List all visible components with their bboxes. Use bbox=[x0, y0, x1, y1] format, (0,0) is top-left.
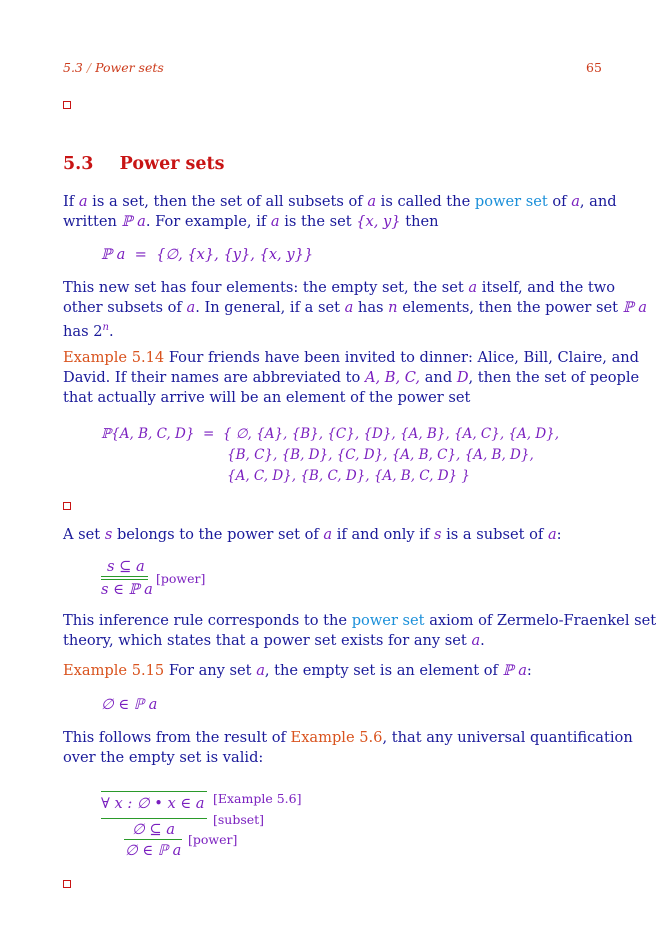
power-set-display-row-3: {A, C, D}, {B, C, D}, {A, B, C, D} } bbox=[227, 468, 471, 484]
proof-rule-power: [power] bbox=[188, 832, 238, 847]
header-title: Power sets bbox=[95, 60, 164, 75]
paragraph-2-line-1: This new set has four elements: the empty set, the set a itself, and the two bbox=[63, 279, 616, 296]
example-5-6-link[interactable]: Example 5.6 bbox=[290, 729, 383, 746]
paragraph-2-line-2: other subsets of a. In general, if a set a has n elements, then the power set ℙ a bbox=[63, 299, 647, 316]
power-set-axiom-link[interactable]: power set bbox=[351, 612, 425, 629]
power-set-link[interactable]: power set bbox=[474, 193, 548, 210]
proof-top-line bbox=[101, 791, 207, 792]
proof-rule-subset: [subset] bbox=[213, 812, 265, 827]
power-set-display-row-1: ℙ{A, B, C, D} = { ∅, {A}, {B}, {C}, {D}, {A, B}, {A, C}, {A, D}, bbox=[101, 426, 560, 442]
header-section-number: 5.3 bbox=[63, 60, 83, 75]
paragraph-5-line-2: over the empty set is valid: bbox=[63, 749, 264, 766]
display-power-set-example: ℙ a = {∅, {x}, {y}, {x, y}} bbox=[101, 246, 314, 263]
paragraph-5-line-1: This follows from the result of Example 5.6, that any universal quantification bbox=[63, 729, 633, 746]
section-heading bbox=[63, 154, 224, 174]
proof-line-3: ∅ ∈ ℙ a bbox=[125, 842, 182, 859]
section-number: 5.3 bbox=[63, 154, 94, 174]
paragraph-2-line-3: has 2$^n$. bbox=[63, 322, 114, 340]
paragraph-4-line-1: This inference rule corresponds to the power set axiom of Zermelo-Fraenkel set bbox=[63, 612, 657, 629]
rule-conclusion: s ∈ ℙ a bbox=[101, 581, 153, 598]
example-label: Example 5.14 bbox=[63, 349, 165, 366]
example-5-15: Example 5.15 For any set a, the empty set is an element of ℙ a: bbox=[63, 662, 532, 679]
example-5-14-line-1: Example 5.14 Four friends have been invited to dinner: Alice, Bill, Claire, and bbox=[63, 349, 640, 366]
proof-line-1: ∀ x : ∅ • x ∈ a bbox=[101, 795, 205, 812]
proof-middle-line bbox=[101, 818, 207, 819]
proof-line-2: ∅ ⊆ a bbox=[132, 821, 175, 838]
header-separator: / bbox=[86, 60, 92, 75]
rule-name-power: [power] bbox=[156, 571, 206, 586]
end-of-example-square bbox=[63, 502, 71, 510]
example-label: Example 5.15 bbox=[63, 662, 165, 679]
proof-rule-example-5-6: [Example 5.6] bbox=[213, 791, 302, 806]
paragraph-4-line-2: theory, which states that a power set exists for any set a. bbox=[63, 632, 485, 649]
running-header bbox=[63, 60, 164, 75]
paragraph-3: A set s belongs to the power set of a if and only if s is a subset of a: bbox=[63, 526, 562, 543]
section-title: Power sets bbox=[119, 154, 225, 174]
rule-premise: s ⊆ a bbox=[107, 558, 145, 575]
proof-bottom-line bbox=[124, 839, 182, 840]
paragraph-1-line-1: If a is a set, then the set of all subsets of a is called the power set of a, and bbox=[63, 193, 617, 210]
display-empty-in-power-set: ∅ ∈ ℙ a bbox=[101, 696, 158, 713]
example-5-14-line-2: David. If their names are abbreviated to A, B, C, and D, then the set of people bbox=[63, 369, 640, 386]
example-5-14-line-3: that actually arrive will be an element of the power set bbox=[63, 389, 471, 406]
end-of-example-square bbox=[63, 101, 71, 109]
end-of-example-square bbox=[63, 880, 71, 888]
paragraph-1-line-2: written ℙ a. For example, if a is the set {x, y} then bbox=[63, 213, 439, 230]
power-set-display-row-2: {B, C}, {B, D}, {C, D}, {A, B, C}, {A, B, D}, bbox=[227, 447, 534, 463]
page-number: 65 bbox=[586, 60, 602, 75]
